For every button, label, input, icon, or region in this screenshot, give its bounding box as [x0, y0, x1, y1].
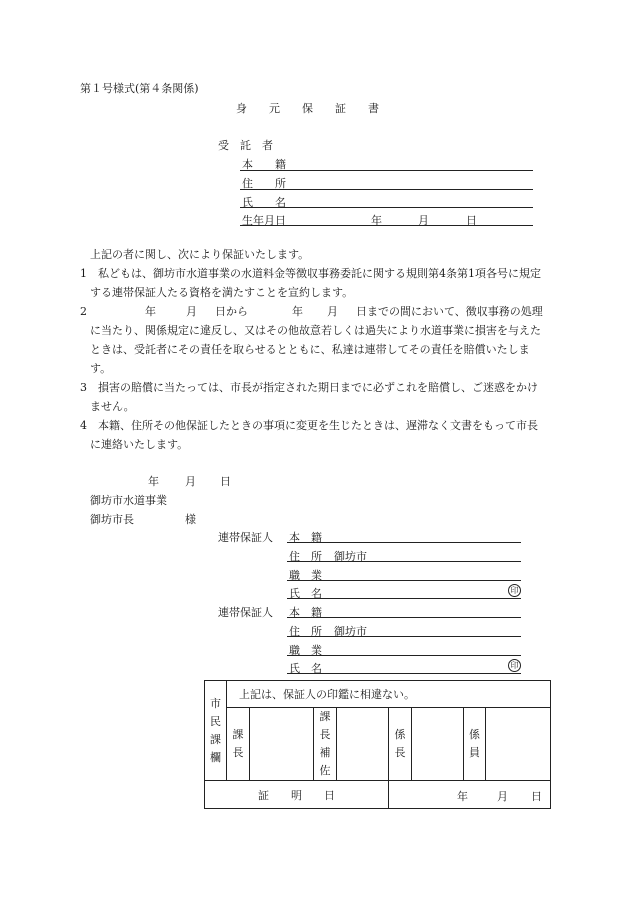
clause-4: 4 本籍、住所その他保証したときの事項に変更を生じたときは、遅滞なく文書をもって市長に連絡いたします。 [80, 419, 538, 451]
guarantor-1-label: 連帯保証人 [218, 531, 273, 544]
office-section-label: 市民課欄 [210, 696, 221, 764]
guarantor-1-jusho-label: 住 所 [289, 550, 322, 563]
office-use-table [204, 680, 551, 809]
addressee-sama: 様 [185, 513, 196, 526]
guarantor-1-honseki-line[interactable] [287, 542, 521, 543]
clause-2: 2 年 月 日から 年 月 日までの間において、徴収事務の処理に当たり、関係規定に違反し、又はその他故意若しくは過失により水道事業に損害を与えたときは、受託者にその責任を取らせるとともに、私達は連帯してその責任を賠償いたします。 [80, 305, 543, 375]
date-month: 月 [185, 475, 196, 488]
kakaricho-label-cell [389, 708, 412, 781]
guarantor-1-seal-icon: 印 [508, 584, 521, 597]
guarantor-2-honseki-line[interactable] [287, 617, 521, 618]
guarantor-2-city: 御坊市 [334, 625, 367, 638]
form-number: 第１号様式(第４条関係) [80, 82, 199, 95]
kacho-hosa-label-cell [314, 708, 337, 781]
kacho-label-cell [227, 708, 250, 781]
guarantor-2-label: 連帯保証人 [218, 606, 273, 619]
trustee-jusho-line[interactable] [240, 189, 533, 190]
shomeibi-date-cell[interactable] [389, 781, 551, 809]
trustee-shimei-line[interactable] [240, 207, 533, 208]
guarantor-1-honseki-label: 本 籍 [289, 531, 322, 544]
guarantor-2-honseki-label: 本 籍 [289, 606, 322, 619]
trustee-birth-label: 生年月日 [242, 214, 286, 227]
office-section-label-cell [205, 681, 227, 781]
guarantor-1-shimei-label: 氏 名 [289, 587, 322, 600]
guarantor-1-city: 御坊市 [334, 550, 367, 563]
kakaricho-label: 係長 [394, 728, 406, 759]
guarantor-2-shimei-label: 氏 名 [289, 662, 322, 675]
trustee-birth-line[interactable] [240, 225, 533, 226]
shomeibi-year: 年 [457, 790, 468, 803]
shomeibi-month: 月 [497, 790, 508, 803]
trustee-jusho-label: 住 所 [242, 177, 286, 190]
date-day: 日 [220, 475, 231, 488]
shomeibi-label-cell [205, 781, 389, 809]
trustee-heading: 受 託 者 [218, 139, 273, 152]
shomeibi-label: 証 明 日 [258, 788, 335, 802]
trustee-birth-day: 日 [466, 214, 477, 227]
guarantor-1-jusho-line[interactable] [287, 561, 521, 562]
guarantor-2-shimei-line[interactable] [287, 673, 521, 674]
trustee-honseki-label: 本 籍 [242, 158, 286, 171]
body-text [80, 245, 548, 454]
kakaricho-stamp-cell[interactable] [412, 708, 464, 781]
clause-3: 3 損害の賠償に当たっては、市長が指定された期日までに必ずこれを賠償し、ご迷惑をかけません。 [80, 381, 538, 413]
kakariin-label-cell [464, 708, 486, 781]
clause-1: 1 私どもは、御坊市水道事業の水道料金等徴収事務委託に関する規則第4条第1項各号に規定する連帯保証人たる資格を満たすことを宣約します。 [80, 267, 541, 299]
trustee-shimei-label: 氏 名 [242, 196, 286, 209]
guarantor-2-seal-icon: 印 [508, 659, 521, 672]
shomeibi-day: 日 [531, 790, 542, 803]
trustee-birth-month: 月 [418, 214, 429, 227]
guarantor-2-shokugyo-line[interactable] [287, 655, 521, 656]
intro-text: 上記の者に関し、次により保証いたします。 [90, 248, 310, 261]
addressee-org: 御坊市水道事業 [90, 494, 167, 507]
guarantor-1-shokugyo-line[interactable] [287, 580, 521, 581]
guarantor-2-jusho-label: 住 所 [289, 625, 322, 638]
guarantor-1-shokugyo-label: 職 業 [289, 569, 322, 582]
page-title: 身 元 保 証 書 [236, 102, 379, 115]
office-confirmation: 上記は、保証人の印鑑に相違ない。 [239, 688, 415, 701]
kakariin-stamp-cell[interactable] [486, 708, 551, 781]
guarantor-1-shimei-line[interactable] [287, 598, 521, 599]
office-confirmation-cell [227, 681, 551, 708]
guarantor-2-shokugyo-label: 職 業 [289, 644, 322, 657]
kacho-hosa-label: 課長補佐 [319, 710, 331, 777]
addressee-mayor: 御坊市長 [90, 513, 134, 526]
kakariin-label: 係員 [469, 728, 480, 759]
trustee-honseki-line[interactable] [240, 170, 533, 171]
kacho-hosa-stamp-cell[interactable] [337, 708, 389, 781]
kacho-label: 課長 [232, 728, 244, 759]
kacho-stamp-cell[interactable] [250, 708, 314, 781]
guarantor-2-jusho-line[interactable] [287, 636, 521, 637]
date-year: 年 [148, 475, 159, 488]
trustee-birth-year: 年 [371, 214, 382, 227]
